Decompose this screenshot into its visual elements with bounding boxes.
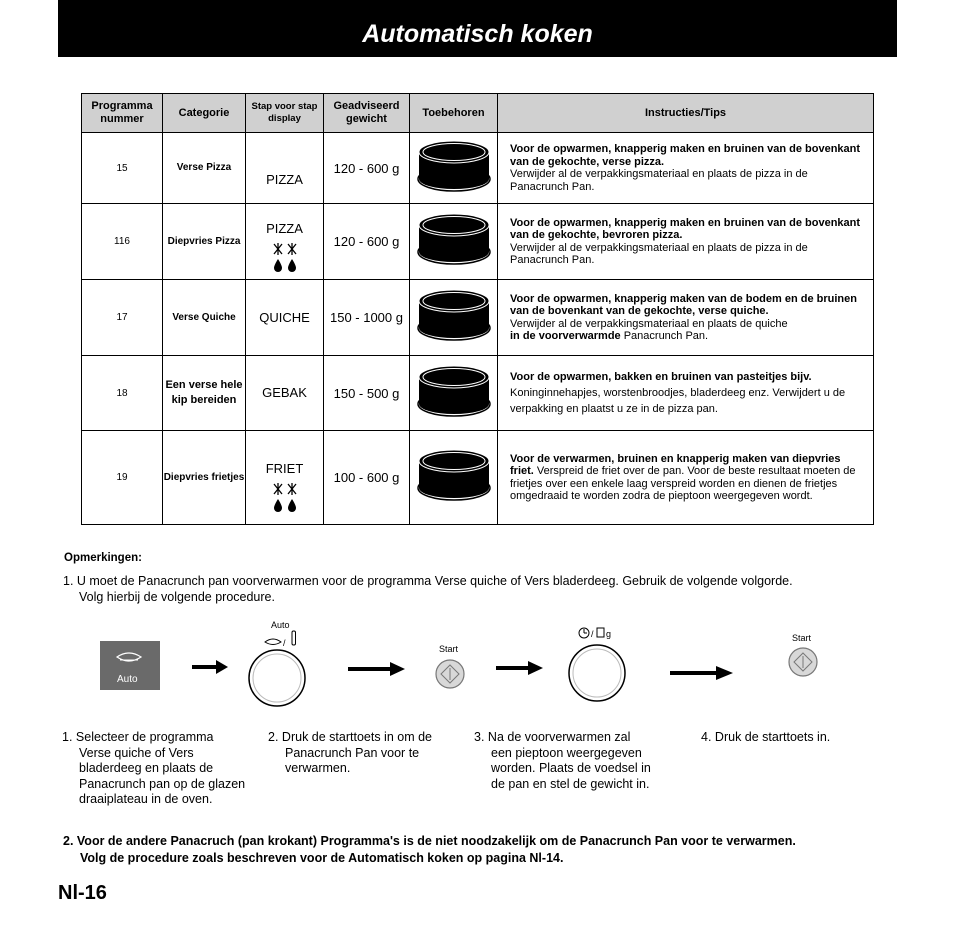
panacrunch-pan-icon — [415, 209, 493, 269]
panacrunch-pan-icon — [415, 361, 493, 421]
step-first-line: Druk de starttoets in om de — [281, 730, 432, 744]
instruction-bold: Voor de opwarmen, knapperig maken van de bodem en de bruinen van de bovenkant van de gekochte, verse quiche. — [510, 292, 857, 317]
note-1-line-2: Volg hierbij de volgende procedure. — [79, 590, 275, 604]
header-categorie: Categorie — [163, 94, 246, 133]
dial-auto-label: Auto — [271, 620, 290, 630]
program-number: 18 — [82, 356, 163, 431]
display-text: FRIET — [265, 461, 304, 476]
step-2-text — [268, 730, 468, 777]
dial-knob-icon — [249, 620, 305, 706]
instruction-bold-2: in de voorverwarmde — [510, 330, 621, 342]
notes-title: Opmerkingen: — [64, 552, 142, 564]
table-row — [82, 133, 874, 204]
auto-button-icon — [100, 641, 160, 690]
header-programma: Programma nummer — [82, 94, 163, 133]
weight: 150 - 1000 g — [324, 280, 410, 356]
program-number: 116 — [82, 204, 163, 280]
accessory-cell — [410, 356, 498, 431]
header-stap: Stap voor stap display — [246, 94, 324, 133]
display-text: GEBAK — [246, 356, 324, 431]
instructions — [498, 280, 874, 356]
step-first-line: Selecteer de programma — [75, 730, 214, 744]
table-row — [82, 431, 874, 525]
weight: 100 - 600 g — [324, 431, 410, 525]
accessory-cell — [410, 133, 498, 204]
start-button-icon — [436, 644, 464, 688]
instruction-bold: Voor de opwarmen, bakken en bruinen van pasteitjes bijv. — [510, 371, 812, 383]
start-label: Start — [439, 644, 459, 654]
note-2-line-2: Volg de procedure zoals beschreven voor de Automatisch koken op pagina Nl-14. — [80, 851, 564, 865]
accessory-cell — [410, 204, 498, 280]
note-2-line-1: 2. Voor de andere Panacruch (pan krokant) Programma's is de niet noodzakelijk om de Panacrunch Pan voor te verwarmen. — [63, 834, 796, 848]
svg-text:/: / — [591, 629, 594, 639]
program-table — [81, 93, 874, 525]
step-rest: een pieptoon weergegeven worden. Plaats de voedsel in de pan en stel de gewicht in. — [491, 745, 651, 791]
start-button-icon — [789, 633, 817, 676]
display-cell — [246, 204, 324, 280]
step-1-text — [62, 730, 252, 808]
instructions — [498, 133, 874, 204]
frozen-defrost-icon — [270, 482, 300, 514]
category: Verse Pizza — [163, 133, 246, 204]
page-number: Nl-16 — [58, 882, 107, 904]
accessory-cell — [410, 280, 498, 356]
table-row — [82, 356, 874, 431]
step-number: 4. — [701, 730, 712, 744]
step-number: 3. — [474, 730, 485, 744]
instruction-text: Verwijder al de verpakkingsmateriaal en plaats de quiche — [510, 317, 788, 330]
instruction-text: Koninginnehapjes, worstenbroodjes, bladerdeeg enz. Verwijdert u de verpakking en plaatst u ze in de pizza pan. — [510, 387, 846, 415]
instruction-bold: Voor de opwarmen, knapperig maken en bruinen van de bovenkant van de gekochte, bevroren pizza. — [510, 216, 861, 241]
table-header-row — [82, 94, 874, 133]
frozen-defrost-icon — [270, 242, 300, 274]
step-number: 1. — [62, 730, 73, 744]
instructions — [498, 204, 874, 280]
instructions — [498, 356, 874, 431]
procedure-diagram — [100, 616, 860, 716]
category: Verse Quiche — [163, 280, 246, 356]
panacrunch-pan-icon — [415, 285, 493, 345]
header-instructies: Instructies/Tips — [498, 94, 874, 133]
arrow-right-icon — [348, 662, 405, 676]
weight: 120 - 600 g — [324, 133, 410, 204]
note-1 — [63, 573, 923, 605]
table-row — [82, 204, 874, 280]
category: Diepvries frietjes — [163, 431, 246, 525]
step-number: 2. — [268, 730, 279, 744]
panacrunch-pan-icon — [415, 445, 493, 505]
step-rest: Panacrunch Pan voor te verwarmen. — [285, 745, 420, 775]
category: Diepvries Pizza — [163, 204, 246, 280]
step-first-line: Na de voorverwarmen zal — [487, 730, 631, 744]
program-number: 17 — [82, 280, 163, 356]
category: Een verse hele kip bereiden — [163, 356, 246, 431]
instruction-bold: Voor de verwarmen, bruinen en knapperig maken van diepvries friet. — [510, 452, 841, 477]
program-number: 19 — [82, 431, 163, 525]
display-cell — [246, 431, 324, 525]
weight: 120 - 600 g — [324, 204, 410, 280]
accessory-cell — [410, 431, 498, 525]
svg-text:/: / — [283, 638, 286, 648]
step-first-line: Druk de starttoets in. — [714, 730, 831, 744]
weight: 150 - 500 g — [324, 356, 410, 431]
note-1-line-1: 1. U moet de Panacrunch pan voorverwarmen voor de programma Verse quiche of Vers bladerdeeg. Gebruik de volgende volgorde. — [63, 574, 793, 588]
header-toebehoren: Toebehoren — [410, 94, 498, 133]
step-rest: Verse quiche of Vers bladerdeeg en plaats de Panacrunch pan op de glazen draaiplateau in de oven. — [79, 745, 246, 806]
display-text: PIZZA — [266, 221, 303, 236]
weight-unit-label: g — [606, 629, 612, 639]
arrow-right-icon — [192, 660, 228, 674]
title-banner — [58, 0, 897, 57]
program-number: 15 — [82, 133, 163, 204]
auto-button-label: Auto — [117, 674, 138, 685]
instruction-text: Verspreid de friet over de pan. Voor de beste resultaat moeten de frietjes over een enkele laag verspreid worden en dienen de frietjes omgedraaid te worden zodra de pieptoon weergegeven wordt. — [510, 465, 856, 502]
display-text: QUICHE — [246, 280, 324, 356]
instruction-text: Verwijder al de verpakkingsmateriaal en plaats de pizza in de Panacrunch Pan. — [510, 241, 808, 266]
step-3-text — [474, 730, 674, 792]
display-text: PIZZA — [246, 133, 324, 204]
panacrunch-pan-icon — [415, 136, 493, 196]
instructions — [498, 431, 874, 525]
header-gewicht: Geadviseerd gewicht — [324, 94, 410, 133]
timer-weight-dial-icon — [569, 628, 625, 701]
step-4-text — [701, 730, 901, 746]
arrow-right-icon — [670, 666, 733, 680]
instruction-bold: Voor de opwarmen, knapperig maken en bruinen van de bovenkant van de gekochte, verse pizza. — [510, 143, 861, 168]
table-row — [82, 280, 874, 356]
arrow-right-icon — [496, 661, 543, 675]
note-2 — [63, 833, 923, 867]
instruction-text-2: Panacrunch Pan. — [620, 330, 709, 342]
start-label: Start — [792, 633, 812, 643]
page-title: Automatisch koken — [362, 20, 593, 48]
instruction-text: Verwijder al de verpakkingsmateriaal en plaats de pizza in de Panacrunch Pan. — [510, 168, 808, 193]
